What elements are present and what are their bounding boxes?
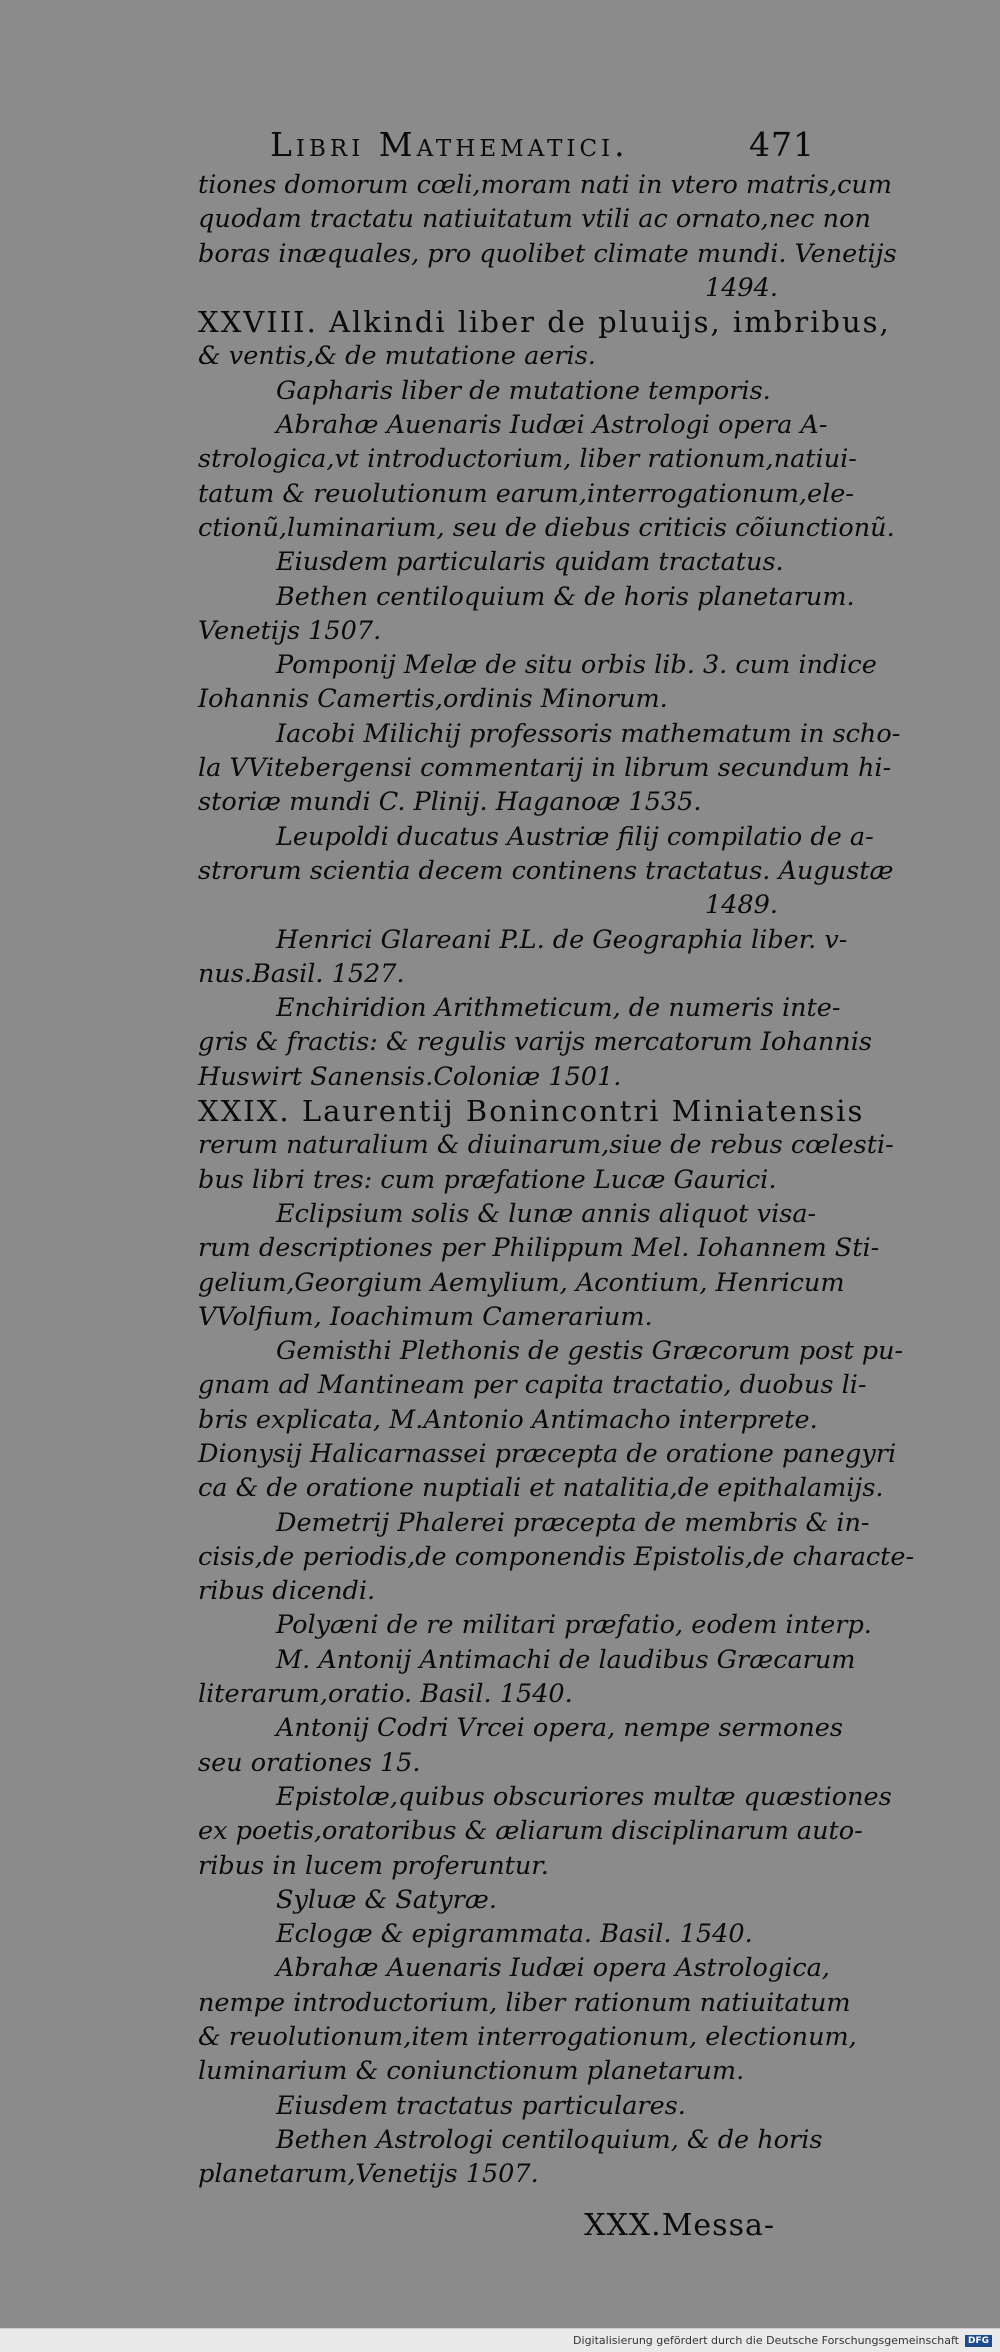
text-line: ex poetis,oratoribus & æliarum disciplinarum auto- — [198, 1816, 863, 1847]
text-line: Demetrij Phalerei præcepta de membris & in- — [276, 1507, 870, 1538]
text-line: rerum naturalium & diuinarum,siue de rebus cœlesti- — [198, 1130, 894, 1161]
text-line: Polyæni de re militari præfatio, eodem interp. — [276, 1610, 872, 1641]
text-line: VVolfium, Ioachimum Camerarium. — [198, 1301, 653, 1332]
text-line: Henrici Glareani P.L. de Geographia liber. v- — [276, 924, 848, 955]
text-line: tatum & reuolutionum earum,interrogationum,ele- — [198, 478, 854, 509]
text-line: Antonij Codri Vrcei opera, nempe sermones — [276, 1713, 843, 1744]
text-line: Enchiridion Arithmeticum, de numeris inte- — [276, 993, 841, 1024]
body-text — [198, 168, 915, 2192]
text-line: la VVitebergensi commentarij in librum secundum hi- — [198, 753, 892, 784]
text-line: ca & de oratione nuptiali et natalitia,de epithalamijs. — [198, 1473, 884, 1504]
text-line: cisis,de periodis,de componendis Epistolis,de characte- — [198, 1541, 915, 1572]
text-line: boras inæquales, pro quolibet climate mundi. Venetijs — [198, 238, 897, 269]
text-line: & ventis,& de mutatione aeris. — [198, 341, 596, 372]
text-line: quodam tractatu natiuitatum vtili ac ornato,nec non — [198, 204, 871, 235]
text-line: Gemisthi Plethonis de gestis Græcorum post pu- — [276, 1336, 904, 1367]
text-line: Bethen Astrologi centiloquium, & de horis — [276, 2124, 823, 2155]
text-line: nempe introductorium, liber rationum natiuitatum — [198, 1987, 851, 2018]
funding-notice: Digitalisierung gefördert durch die Deutsche Forschungsgemeinschaft — [573, 2334, 959, 2347]
running-header — [270, 125, 815, 164]
digitization-footer — [0, 2328, 1000, 2352]
text-line: Leupoldi ducatus Austriæ filij compilatio de a- — [276, 821, 874, 852]
text-line: Abrahæ Auenaris Iudæi opera Astrologica, — [276, 1953, 830, 1984]
text-line: literarum,oratio. Basil. 1540. — [198, 1679, 573, 1710]
text-line: gris & fractis: & regulis varijs mercatorum Iohannis — [198, 1027, 872, 1058]
page-number: 471 — [749, 125, 815, 164]
text-line: Eiusdem tractatus particulares. — [276, 2090, 686, 2121]
text-line: Eiusdem particularis quidam tractatus. — [276, 547, 784, 578]
text-line: Venetijs 1507. — [198, 615, 382, 646]
text-line: Dionysij Halicarnassei præcepta de oratione panegyri — [198, 1438, 897, 1469]
text-line: strologica,vt introductorium, liber rationum,natiui- — [198, 444, 857, 475]
text-line: Epistolæ,quibus obscuriores multæ quæstiones — [276, 1781, 892, 1812]
text-line: 1489. — [704, 890, 778, 921]
text-line: nus.Basil. 1527. — [198, 958, 405, 989]
text-line: planetarum,Venetijs 1507. — [198, 2159, 539, 2190]
text-line: rum descriptiones per Philippum Mel. Iohannem Sti- — [198, 1233, 880, 1264]
text-line: bus libri tres: cum præfatione Lucæ Gaurici. — [198, 1164, 777, 1195]
text-line: bris explicata, M.Antonio Antimacho interprete. — [198, 1404, 818, 1435]
text-line: gnam ad Mantineam per capita tractatio, duobus li- — [198, 1370, 867, 1401]
text-line: Eclogæ & epigrammata. Basil. 1540. — [276, 1919, 753, 1950]
text-line: Eclipsium solis & lunæ annis aliquot visa- — [276, 1198, 817, 1229]
text-line: ribus dicendi. — [198, 1576, 376, 1607]
text-line: Iacobi Milichij professoris mathematum in scho- — [276, 718, 901, 749]
text-line: Huswirt Sanensis.Coloniæ 1501. — [198, 1061, 622, 1092]
text-line: seu orationes 15. — [198, 1747, 421, 1778]
text-line: M. Antonij Antimachi de laudibus Græcarum — [276, 1644, 856, 1675]
catchword: XXX.Messa- — [584, 2208, 775, 2243]
text-line: Bethen centiloquium & de horis planetarum. — [276, 581, 855, 612]
text-line: 1494. — [704, 272, 778, 303]
running-title: Libri Mathematici. — [270, 125, 629, 164]
dfg-logo: DFG — [965, 2335, 992, 2347]
text-line: Pomponij Melæ de situ orbis lib. 3. cum indice — [276, 650, 877, 681]
text-line: luminarium & coniunctionum planetarum. — [198, 2056, 745, 2087]
text-line: strorum scientia decem continens tractatus. Augustæ — [198, 855, 894, 886]
text-line: Abrahæ Auenaris Iudæi Astrologi opera A- — [276, 410, 828, 441]
text-line: storiæ mundi C. Plinij. Haganoæ 1535. — [198, 787, 702, 818]
text-line: Syluæ & Satyræ. — [276, 1884, 497, 1915]
text-line: gelium,Georgium Aemylium, Acontium, Henricum — [198, 1267, 845, 1298]
text-line: ctionũ,luminarium, seu de diebus criticis cõiunctionũ. — [198, 512, 895, 543]
text-line: ribus in lucem proferuntur. — [198, 1850, 549, 1881]
text-line: Gapharis liber de mutatione temporis. — [276, 375, 771, 406]
text-line: Iohannis Camertis,ordinis Minorum. — [198, 684, 668, 715]
text-line: & reuolutionum,item interrogationum, electionum, — [198, 2022, 857, 2053]
text-line: tiones domorum cœli,moram nati in vtero matris,cum — [198, 170, 892, 200]
text-line: XXIX. Laurentij Bonincontri Miniatensis — [198, 1094, 865, 1129]
text-line: XXVIII. Alkindi liber de pluuijs, imbribus, — [198, 305, 891, 340]
